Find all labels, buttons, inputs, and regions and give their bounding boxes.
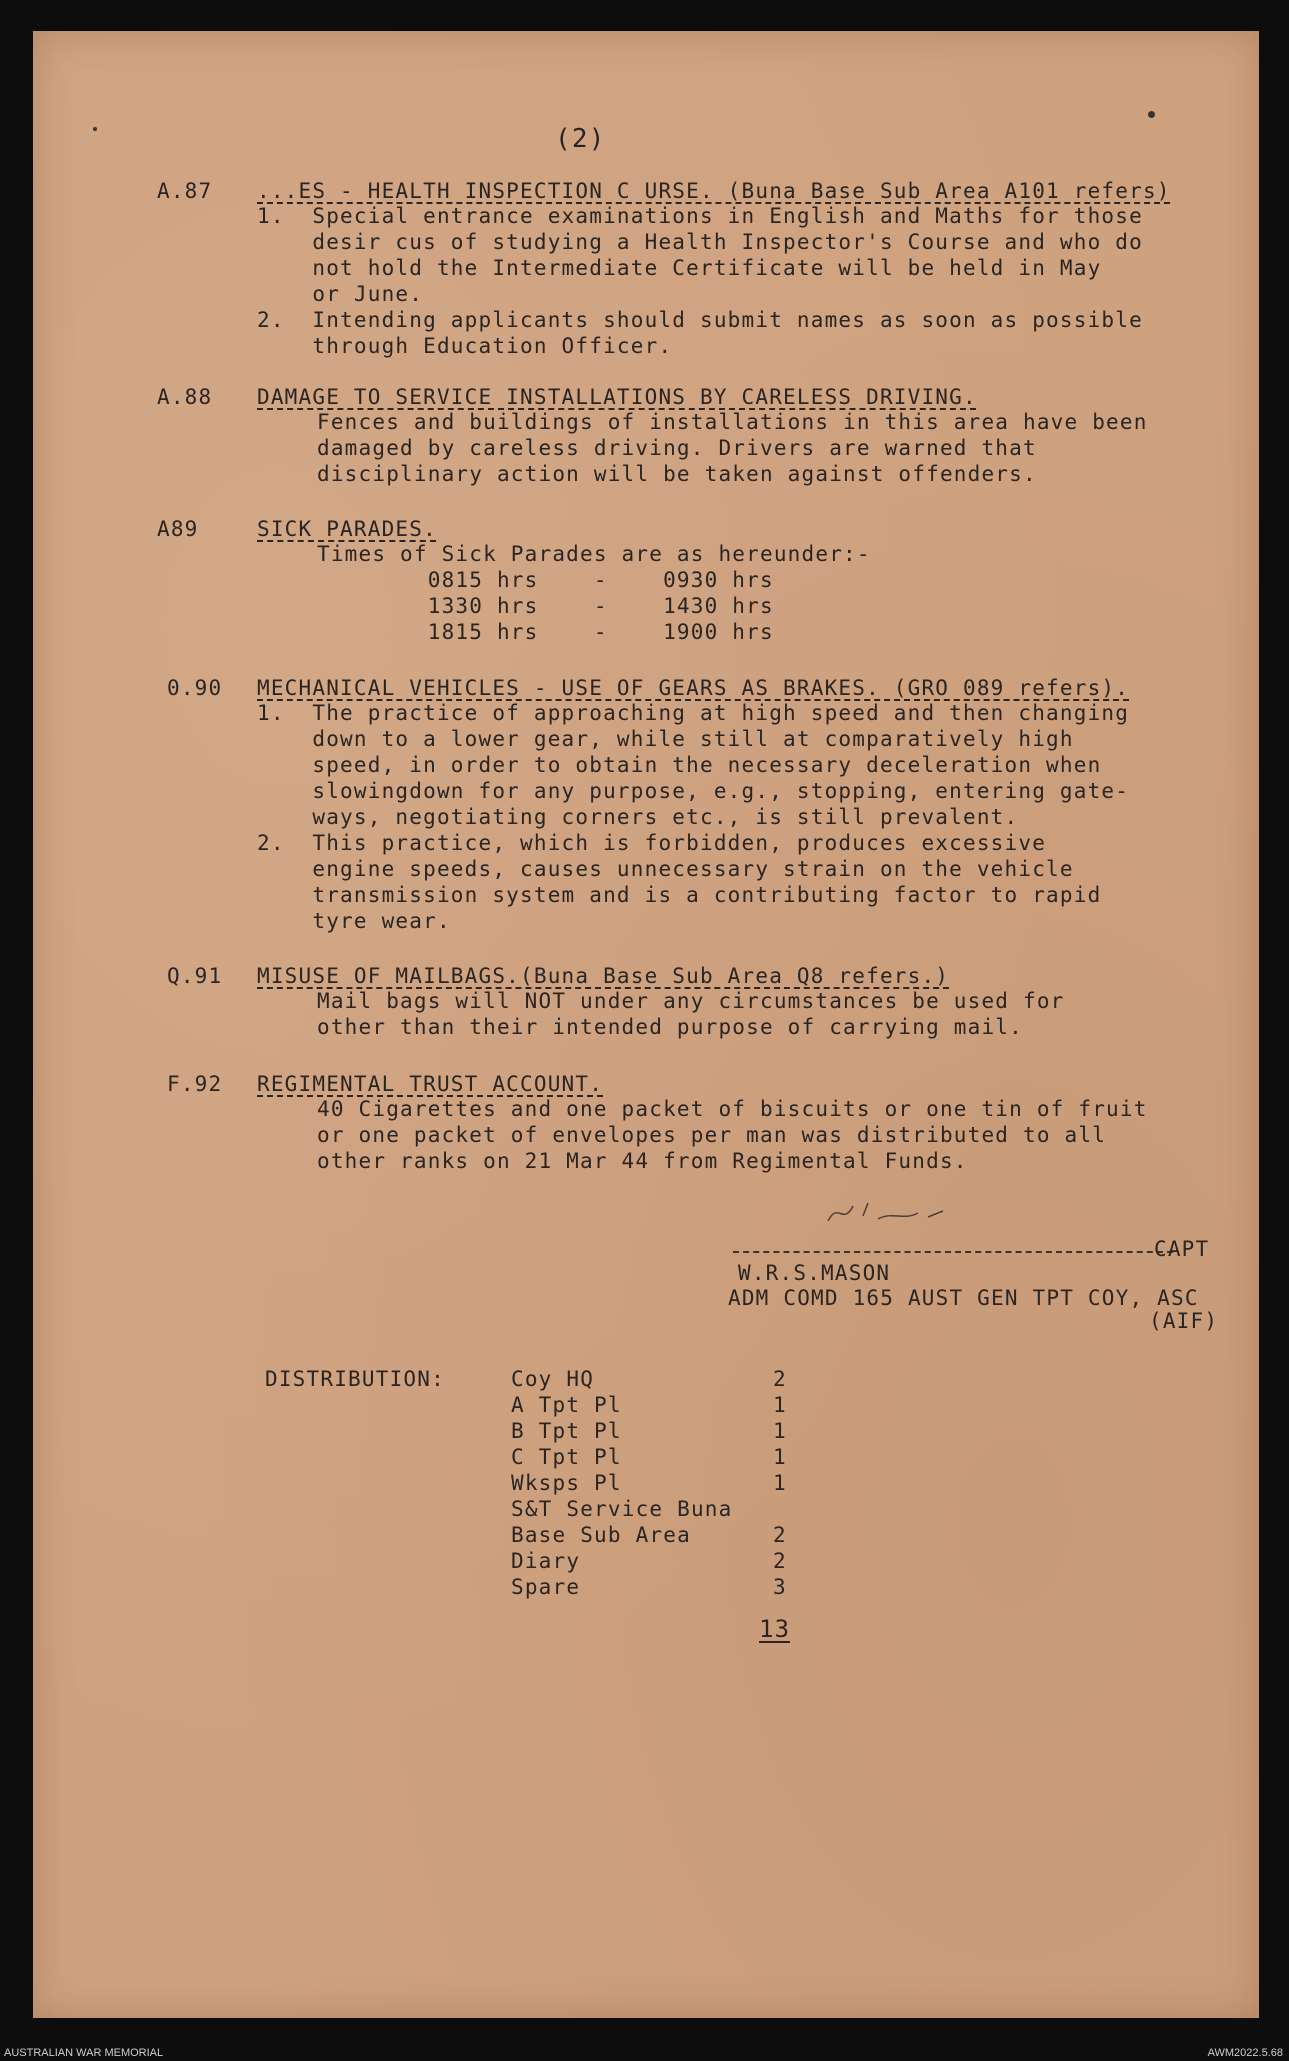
- item-line: transmission system and is a contributing factor to rapid: [257, 883, 1102, 907]
- item-line: Fences and buildings of installations in this area have been: [317, 410, 1148, 434]
- distribution-recipient: A Tpt Pl: [511, 1393, 622, 1417]
- item-number: A89: [157, 517, 199, 541]
- item-line: 1. Special entrance examinations in English and Maths for those: [257, 204, 1143, 228]
- footer-accession-number: AWM2022.5.68: [1207, 2047, 1283, 2059]
- ink-mark: [1148, 111, 1155, 118]
- item-line: desir cus of studying a Health Inspector's Course and who do: [257, 230, 1143, 254]
- distribution-recipient: Wksps Pl: [511, 1471, 622, 1495]
- item-line: 2. Intending applicants should submit names as soon as possible: [257, 308, 1143, 332]
- distribution-copies: 1: [773, 1445, 787, 1469]
- item-line: ways, negotiating corners etc., is still prevalent.: [257, 805, 1019, 829]
- item-line: tyre wear.: [257, 909, 451, 933]
- item-line: slowingdown for any purpose, e.g., stopping, entering gate-: [257, 779, 1130, 803]
- distribution-total: 13: [759, 1615, 791, 1643]
- item-line: Times of Sick Parades are as hereunder:-: [317, 542, 871, 566]
- distribution-recipient: S&T Service Buna: [511, 1497, 733, 1521]
- item-heading: ...ES - HEALTH INSPECTION C URSE. (Buna Base Sub Area A101 refers): [257, 179, 1171, 203]
- item-line: 2. This practice, which is forbidden, produces excessive: [257, 831, 1047, 855]
- item-line: down to a lower gear, while still at comparatively high: [257, 727, 1074, 751]
- item-line: Mail bags will NOT under any circumstances be used for: [317, 989, 1065, 1013]
- item-line: speed, in order to obtain the necessary deceleration when: [257, 753, 1102, 777]
- distribution-copies: 3: [773, 1575, 787, 1599]
- footer-archive-name: AUSTRALIAN WAR MEMORIAL: [4, 2047, 164, 2059]
- item-line: or June.: [257, 282, 424, 306]
- item-line: 1815 hrs - 1900 hrs: [317, 620, 774, 644]
- item-number: F.92: [167, 1072, 223, 1096]
- item-line: 1. The practice of approaching at high speed and then changing: [257, 701, 1130, 725]
- distribution-copies: 2: [773, 1367, 787, 1391]
- distribution-recipient: Base Sub Area: [511, 1523, 691, 1547]
- item-heading: REGIMENTAL TRUST ACCOUNT.: [257, 1072, 604, 1096]
- signature-line: [733, 1251, 1173, 1253]
- signature-unit-suffix: (AIF): [1149, 1309, 1219, 1333]
- distribution-recipient: C Tpt Pl: [511, 1445, 622, 1469]
- distribution-recipient: B Tpt Pl: [511, 1419, 622, 1443]
- ink-mark: [93, 127, 97, 131]
- item-line: engine speeds, causes unnecessary strain on the vehicle: [257, 857, 1074, 881]
- item-line: disciplinary action will be taken against offenders.: [317, 462, 1037, 486]
- item-number: A.87: [157, 179, 213, 203]
- distribution-copies: 2: [773, 1523, 787, 1547]
- item-line: or one packet of envelopes per man was distributed to all: [317, 1123, 1107, 1147]
- item-number: 0.90: [167, 676, 223, 700]
- distribution-recipient: Spare: [511, 1575, 581, 1599]
- signature-name: W.R.S.MASON: [738, 1261, 891, 1285]
- signature-appointment: ADM COMD 165 AUST GEN TPT COY, ASC: [728, 1286, 1199, 1310]
- item-number: A.88: [157, 385, 213, 409]
- item-line: through Education Officer.: [257, 334, 673, 358]
- item-heading: MISUSE OF MAILBAGS.(Buna Base Sub Area Q8 refers.): [257, 964, 950, 988]
- signature-rank: CAPT: [1154, 1237, 1210, 1261]
- page-number: (2): [555, 124, 606, 154]
- distribution-copies: 1: [773, 1419, 787, 1443]
- item-line: other than their intended purpose of carrying mail.: [317, 1015, 1023, 1039]
- distribution-recipient: Coy HQ: [511, 1367, 595, 1391]
- distribution-recipient: Diary: [511, 1549, 581, 1573]
- item-line: other ranks on 21 Mar 44 from Regimental Funds.: [317, 1149, 968, 1173]
- item-heading: MECHANICAL VEHICLES - USE OF GEARS AS BRAKES. (GRO 089 refers).: [257, 676, 1130, 700]
- handwritten-signature: [823, 1191, 963, 1231]
- item-heading: DAMAGE TO SERVICE INSTALLATIONS BY CARELESS DRIVING.: [257, 385, 977, 409]
- item-line: 1330 hrs - 1430 hrs: [317, 594, 774, 618]
- item-heading: SICK PARADES.: [257, 517, 437, 541]
- distribution-copies: 2: [773, 1549, 787, 1573]
- document-page: [33, 31, 1259, 2018]
- item-line: not hold the Intermediate Certificate will be held in May: [257, 256, 1102, 280]
- item-line: 0815 hrs - 0930 hrs: [317, 568, 774, 592]
- distribution-copies: 1: [773, 1471, 787, 1495]
- item-line: damaged by careless driving. Drivers are warned that: [317, 436, 1037, 460]
- distribution-copies: 1: [773, 1393, 787, 1417]
- item-line: 40 Cigarettes and one packet of biscuits or one tin of fruit: [317, 1097, 1148, 1121]
- distribution-label: DISTRIBUTION:: [265, 1367, 445, 1391]
- item-number: Q.91: [167, 964, 223, 988]
